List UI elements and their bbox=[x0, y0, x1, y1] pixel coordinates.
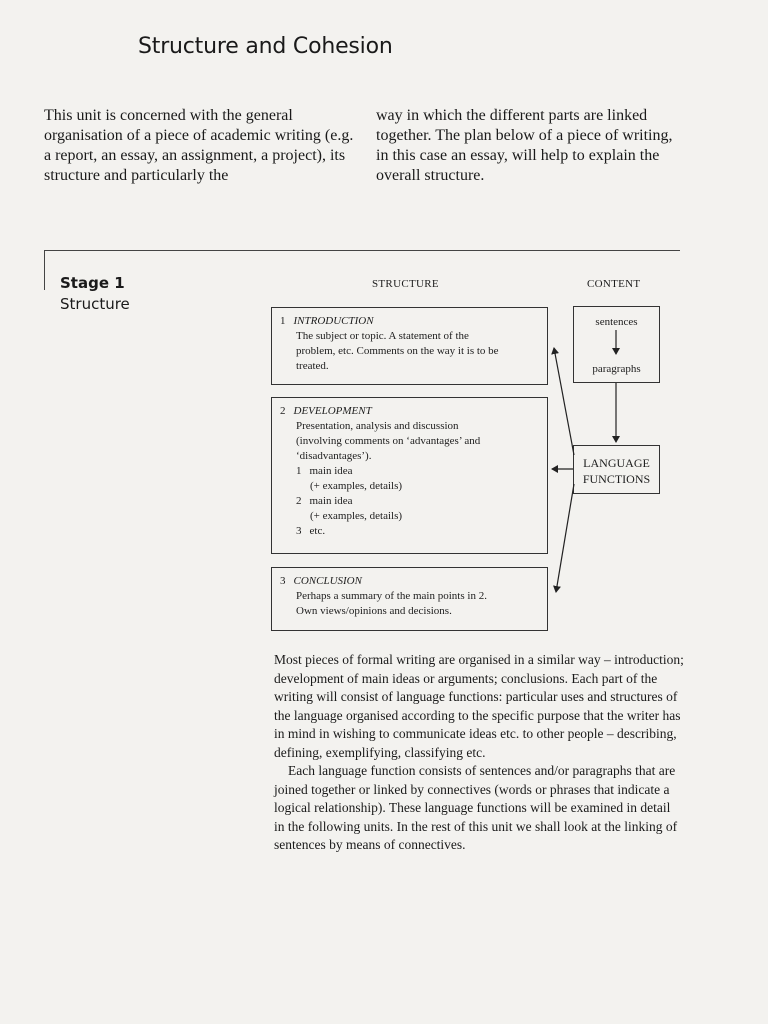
development-line: ‘disadvantages’). bbox=[296, 450, 372, 462]
intro-text-right: way in which the different parts are linked together. The plan below of a piece of writing, in this case an essay, will help to explain the overall structure. bbox=[376, 107, 673, 184]
development-item bbox=[296, 494, 539, 509]
development-item bbox=[296, 524, 539, 539]
section-divider-tick bbox=[44, 250, 45, 290]
development-line: (involving comments on ‘advantages’ and bbox=[296, 435, 481, 447]
stage-number: Stage 1 bbox=[60, 274, 125, 292]
development-item bbox=[296, 464, 539, 479]
structure-column-header: STRUCTURE bbox=[372, 278, 439, 290]
stage-name: Structure bbox=[60, 295, 130, 313]
language-functions-box bbox=[573, 445, 660, 494]
section-divider bbox=[44, 250, 680, 251]
content-column-header: CONTENT bbox=[587, 278, 641, 290]
introduction-number: 1 bbox=[280, 315, 286, 327]
development-box bbox=[271, 397, 548, 554]
page-title: Structure and Cohesion bbox=[138, 34, 393, 59]
introduction-title: INTRODUCTION bbox=[293, 315, 374, 327]
conclusion-line: Own views/opinions and decisions. bbox=[296, 605, 452, 617]
body-text bbox=[274, 651, 684, 855]
development-item-number: 2 bbox=[296, 495, 302, 507]
development-line: Presentation, analysis and discussion bbox=[296, 420, 459, 432]
development-number: 2 bbox=[280, 405, 286, 417]
intro-text-left: This unit is concerned with the general organisation of a piece of academic writing (e.g. a report, an essay, an assignment, a project), its structure and particularly the bbox=[44, 107, 354, 184]
sentences-label: sentences bbox=[595, 316, 638, 328]
introduction-line: The subject or topic. A statement of the bbox=[296, 330, 469, 342]
language-to-conclusion-arrow bbox=[556, 484, 574, 592]
development-item-number: 3 bbox=[296, 525, 302, 537]
development-item-label: etc. bbox=[309, 525, 326, 537]
conclusion-number: 3 bbox=[280, 575, 286, 587]
development-item-number: 1 bbox=[296, 465, 302, 477]
introduction-box bbox=[271, 307, 548, 385]
conclusion-box bbox=[271, 567, 548, 631]
development-item-label: main idea bbox=[309, 465, 353, 477]
development-item-label: main idea bbox=[309, 495, 353, 507]
development-item-detail: (+ examples, details) bbox=[310, 480, 403, 492]
language-functions-label-line2: FUNCTIONS bbox=[582, 472, 651, 486]
conclusion-line: Perhaps a summary of the main points in 2. bbox=[296, 590, 487, 602]
language-to-introduction-arrow bbox=[554, 348, 574, 455]
introduction-line: treated. bbox=[296, 360, 329, 372]
development-title: DEVELOPMENT bbox=[293, 405, 372, 417]
body-paragraph-1: Most pieces of formal writing are organised in a similar way – introduction; development of main ideas or arguments; conclusions. Each part of the writing will consist of language functions: particular uses and structures of the language organised according to the specific purpose that the writer has in mind in wishing to communicate ideas etc. to other people – describing, defining, exemplifying, classifying etc. bbox=[274, 652, 684, 760]
conclusion-title: CONCLUSION bbox=[293, 575, 362, 587]
body-paragraph-2: Each language function consists of sentences and/or paragraphs that are joined together or linked by connectives (words or phrases that indicate a logical relationship). These language functions will be examined in detail in the following units. In the rest of this unit we shall look at the linking of sentences by means of connectives. bbox=[274, 763, 678, 852]
stage-heading bbox=[60, 273, 130, 315]
sentences-paragraphs-box bbox=[573, 306, 660, 383]
development-item-detail: (+ examples, details) bbox=[310, 510, 403, 522]
introduction-line: problem, etc. Comments on the way it is to be bbox=[296, 345, 499, 357]
language-functions-label-line1: LANGUAGE bbox=[583, 456, 650, 470]
paragraphs-label: paragraphs bbox=[592, 363, 641, 375]
